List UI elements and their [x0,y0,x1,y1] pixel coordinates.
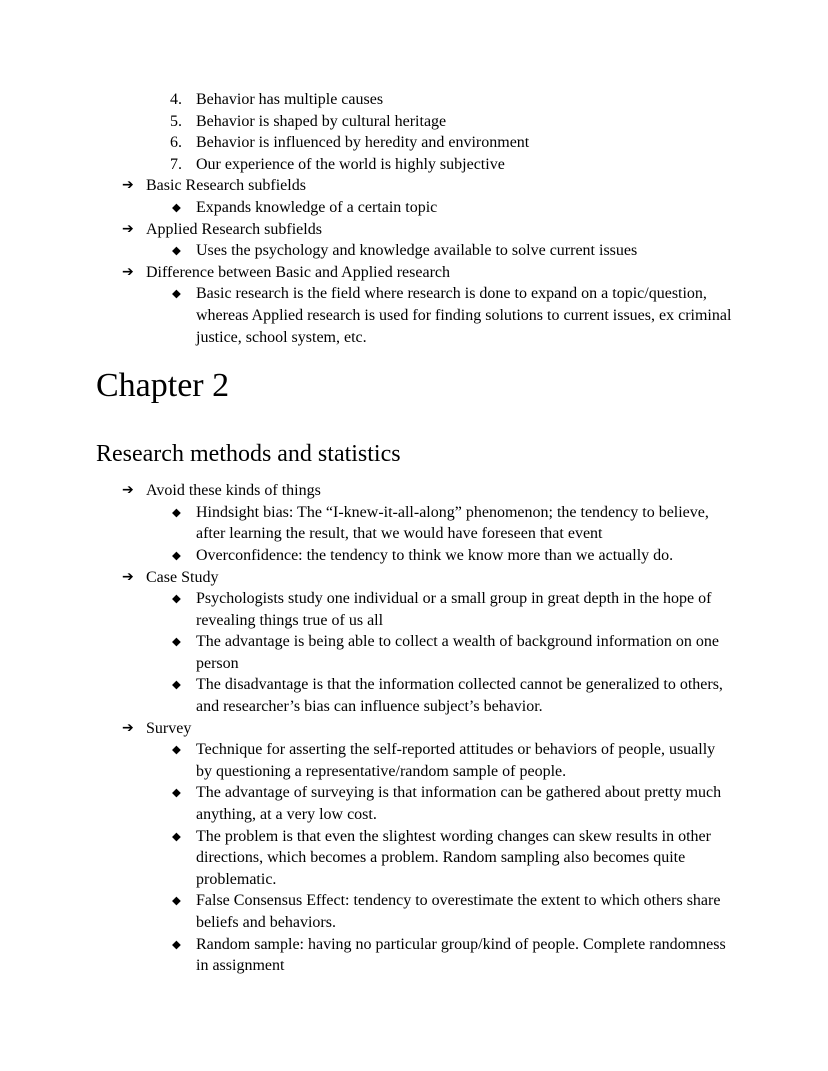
list-item-text: Behavior has multiple causes [196,91,384,108]
diamond-bullet-icon: ◆ [172,547,181,562]
list-item-text: The problem is that even the slightest wording changes can skew results in other directions, which becomes a problem. Random sampling also becomes quite problematic. [196,827,711,888]
list-item-text: Expands knowledge of a certain topic [196,198,438,216]
outline-item-level1 [96,567,732,589]
chapter-heading: Chapter 2 [96,367,230,405]
list-item-text: Uses the psychology and knowledge available to solve current issues [196,242,638,260]
numbered-list-item [96,111,732,133]
outline-item-level2 [96,934,732,977]
list-item-text: Basic research is the field where research is done to expand on a topic/question, whereas Applied research is used for finding solutions to current issues, ex criminal justice, school system, etc. [196,285,732,346]
diamond-bullet-icon: ◆ [172,893,181,908]
list-item-text: Hindsight bias: The “I-knew-it-all-along” phenomenon; the tendency to believe, after learning the result, that we would have foreseen that event [196,503,709,543]
section-heading: Research methods and statistics [96,441,401,468]
list-item-text: Survey [146,719,192,737]
list-item-text: The advantage of surveying is that information can be gathered about pretty much anything, at a very low cost. [196,784,722,824]
diamond-bullet-icon: ◆ [172,742,181,757]
outline-item-level2 [96,240,732,262]
diamond-bullet-icon: ◆ [172,199,181,214]
diamond-bullet-icon: ◆ [172,243,181,258]
list-item-text: The disadvantage is that the information collected cannot be generalized to others, and researcher’s bias can influence subject’s behavior. [196,676,723,716]
diamond-bullet-icon: ◆ [172,286,181,301]
list-item-text: Difference between Basic and Applied research [146,263,451,281]
outline-item-level2 [96,739,732,782]
outline-item-level2 [96,283,732,348]
numbered-list-item [96,132,732,154]
outline-item-level1 [96,262,732,284]
arrow-bullet-icon: ➔ [122,719,134,736]
arrow-bullet-icon: ➔ [122,220,134,237]
list-item-text: Behavior is shaped by cultural heritage [196,112,447,130]
outline-item-level2 [96,826,732,891]
diamond-bullet-icon: ◆ [172,936,181,951]
diamond-bullet-icon: ◆ [172,504,181,519]
list-number: 5. [170,112,182,130]
outline-item-level2 [96,197,732,219]
list-number: 6. [170,134,182,152]
outline-item-level1 [96,219,732,241]
outline-item-level2 [96,545,732,567]
outline-item-level2 [96,588,732,631]
arrow-bullet-icon: ➔ [122,568,134,585]
list-number: 7. [170,155,182,173]
arrow-bullet-icon: ➔ [122,482,134,499]
outline-item-level1 [96,175,732,197]
outline-item-level2 [96,631,732,674]
diamond-bullet-icon: ◆ [172,785,181,800]
diamond-bullet-icon: ◆ [172,677,181,692]
list-item-text: Random sample: having no particular group/kind of people. Complete randomness in assignment [196,935,726,975]
outline-item-level2 [96,502,732,545]
outline-item-level2 [96,782,732,825]
arrow-bullet-icon: ➔ [122,263,134,280]
outline-item-level1 [96,480,732,502]
diamond-bullet-icon: ◆ [172,634,181,649]
outline-item-level1 [96,718,732,740]
list-item-text: Avoid these kinds of things [146,482,321,500]
list-item-text: Applied Research subfields [146,220,322,238]
list-item-text: Overconfidence: the tendency to think we know more than we actually do. [196,546,674,564]
list-item-text: Technique for asserting the self-reported attitudes or behaviors of people, usually by questioning a representative/random sample of people. [196,741,716,780]
diamond-bullet-icon: ◆ [172,591,181,606]
list-number: 4. [170,91,182,108]
list-item-text: Basic Research subfields [146,177,306,195]
diamond-bullet-icon: ◆ [172,828,181,843]
list-item-text: Case Study [146,568,219,586]
list-item-text: False Consensus Effect: tendency to overestimate the extent to which others share beliefs and behaviors. [196,892,721,931]
list-item-text: Psychologists study one individual or a small group in great depth in the hope of revealing things true of us all [196,590,712,629]
outline-item-level2 [96,890,732,933]
numbered-list-item [96,89,732,111]
numbered-list-item [96,154,732,176]
list-item-text: Our experience of the world is highly subjective [196,155,505,173]
list-item-text: The advantage is being able to collect a wealth of background information on one person [196,633,719,672]
list-item-text: Behavior is influenced by heredity and environment [196,134,530,152]
outline-item-level2 [96,674,732,717]
arrow-bullet-icon: ➔ [122,177,134,194]
